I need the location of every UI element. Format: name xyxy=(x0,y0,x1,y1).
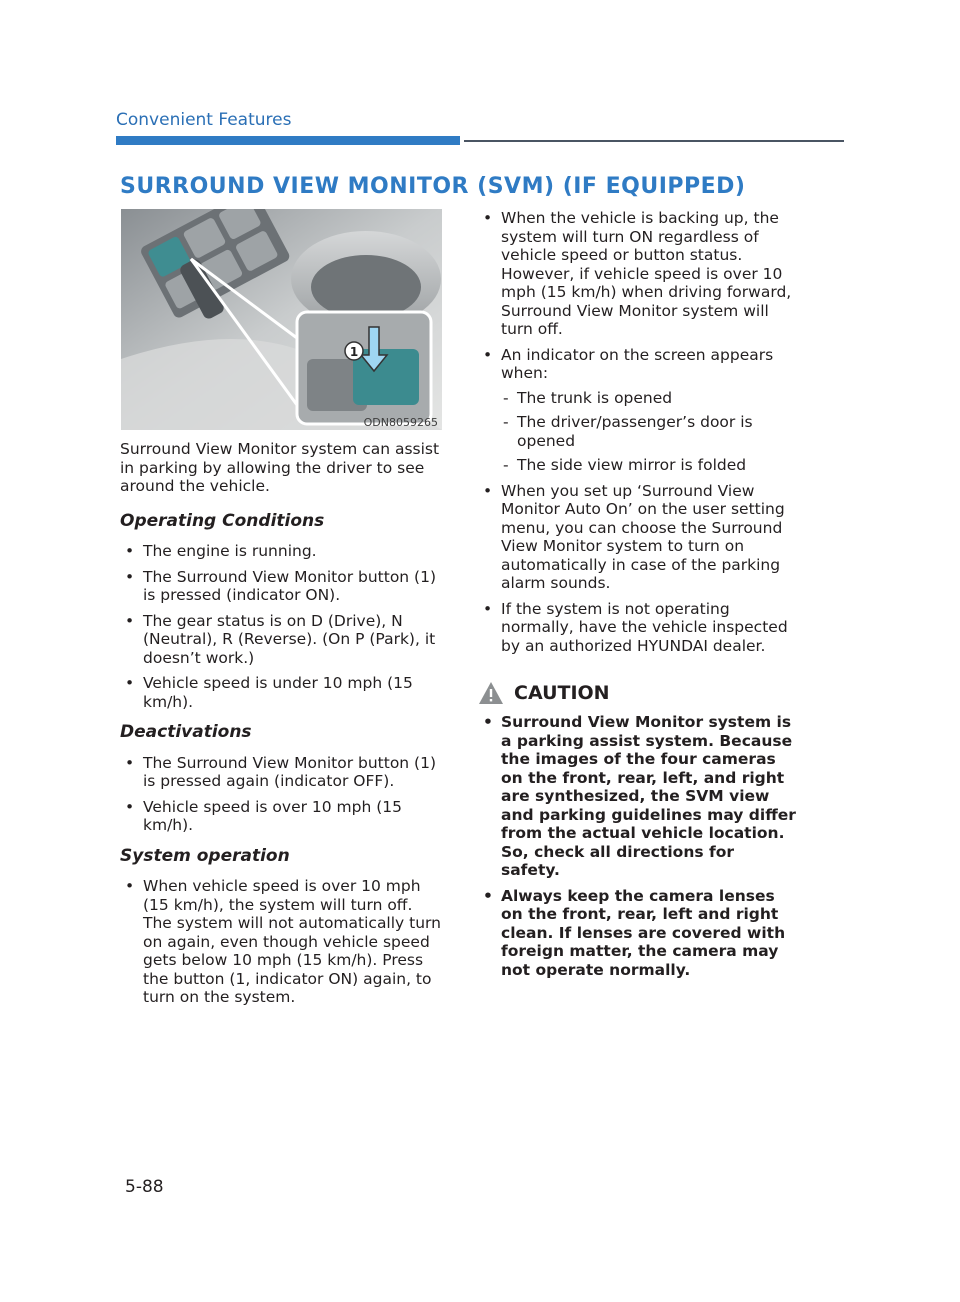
list-item: • The Surround View Monitor button (1) is pressed again (indicator OFF). xyxy=(120,754,446,791)
figure-callout-number: 1 xyxy=(349,345,359,359)
system-operation-list xyxy=(120,877,446,1007)
sub-list-item: - The trunk is opened xyxy=(501,389,798,408)
intro-paragraph: Surround View Monitor system can assist in parking by allowing the driver to see around the vehicle. xyxy=(120,440,440,495)
console-illustration xyxy=(121,209,442,430)
caution-header xyxy=(478,681,798,705)
svm-button-figure xyxy=(121,209,442,430)
system-operation-heading: System operation xyxy=(120,845,290,866)
warning-triangle-icon xyxy=(478,681,504,705)
list-item: • The gear status is on D (Drive), N (Neutral), R (Reverse). (On P (Park), it doesn’t work.) xyxy=(120,612,446,668)
list-item: • Vehicle speed is under 10 mph (15 km/h). xyxy=(120,674,446,711)
list-item: • Vehicle speed is over 10 mph (15 km/h). xyxy=(120,798,446,835)
caution-label: CAUTION xyxy=(514,681,610,704)
page-number: 5-88 xyxy=(125,1177,164,1197)
list-item: • When the vehicle is backing up, the system will turn ON regardless of vehicle speed or button status. However, if vehicle speed is over 10 mph (15 km/h) when driving forward, Surround View Monitor system will turn off. xyxy=(478,209,798,339)
caution-item: • Always keep the camera lenses on the front, rear, left and right clean. If lenses are covered with foreign matter, the camera may not operate normally. xyxy=(478,887,798,980)
chapter-title: Convenient Features xyxy=(116,110,292,130)
system-notes-list xyxy=(478,209,798,655)
operating-conditions-heading: Operating Conditions xyxy=(120,510,325,531)
left-column xyxy=(120,440,446,1019)
section-title: SURROUND VIEW MONITOR (SVM) (IF EQUIPPED) xyxy=(120,174,746,199)
sub-list-item: - The side view mirror is folded xyxy=(501,456,798,475)
list-item: • The Surround View Monitor button (1) is pressed (indicator ON). xyxy=(120,568,446,605)
caution-item: • Surround View Monitor system is a parking assist system. Because the images of the four cameras on the front, rear, left, and right are synthesized, the SVM view and parking guidelines may differ from the actual vehicle location. So, check all directions for safety. xyxy=(478,713,798,880)
list-item: • When vehicle speed is over 10 mph (15 km/h), the system will turn off. The system will not automatically turn on again, even though vehicle speed gets below 10 mph (15 km/h). Press the button (1, indicator ON) again, to turn on the system. xyxy=(120,877,446,1007)
deactivations-list xyxy=(120,754,446,835)
header-rule-thin xyxy=(464,140,844,142)
list-item: • The engine is running. xyxy=(120,542,446,561)
header-rule-thick xyxy=(116,136,460,145)
indicator-sublist xyxy=(501,389,798,475)
list-item: • If the system is not operating normally, have the vehicle inspected by an authorized HYUNDAI dealer. xyxy=(478,600,798,656)
figure-code: ODN8059265 xyxy=(363,416,438,429)
deactivations-heading: Deactivations xyxy=(120,722,252,742)
list-item: • When you set up ‘Surround View Monitor Auto On’ on the user setting menu, you can choose the Surround View Monitor system to turn on automatically in case of the parking alarm sounds. xyxy=(478,482,798,593)
caution-list xyxy=(478,713,798,979)
sub-list-item: - The driver/passenger’s door is opened xyxy=(501,413,798,450)
operating-conditions-list xyxy=(120,542,446,711)
indicator-intro: An indicator on the screen appears when: xyxy=(501,345,774,382)
list-item xyxy=(478,346,798,475)
right-column xyxy=(478,209,798,991)
